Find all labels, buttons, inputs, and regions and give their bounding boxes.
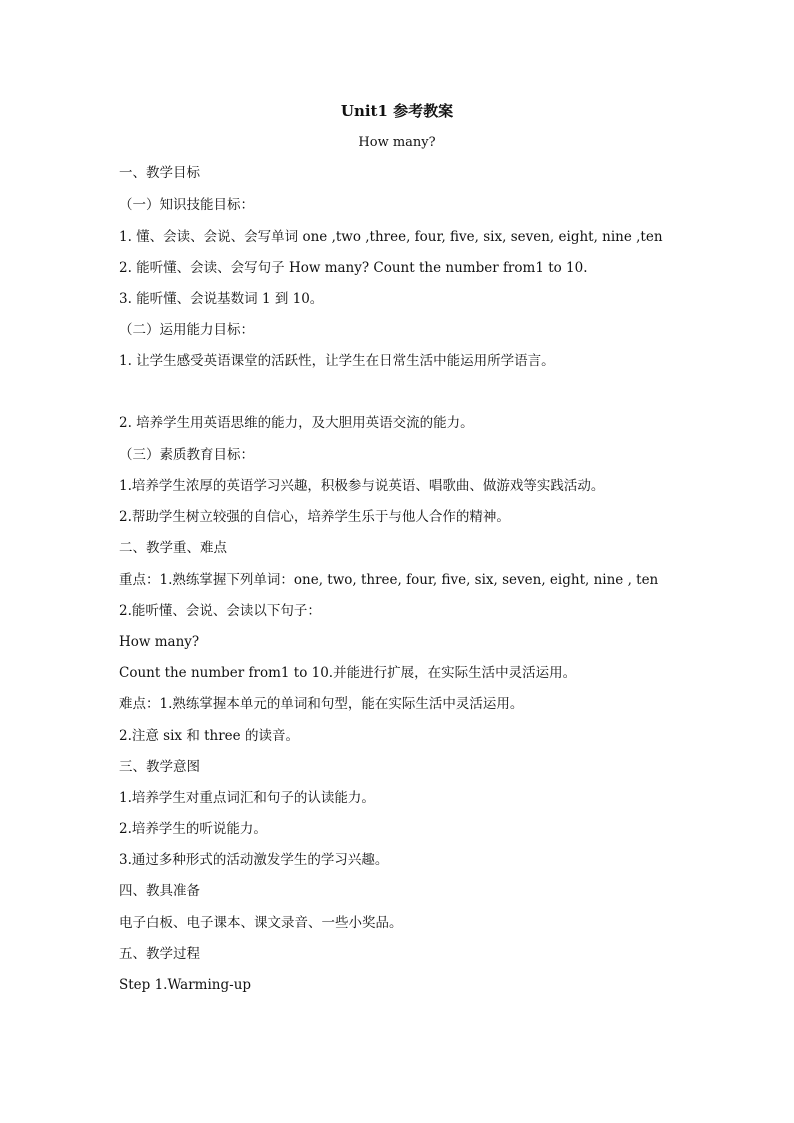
- text-line: 重点：1.熟练掌握下列单词：one, two, three, four, five, six, seven, eight, nine , ten: [119, 572, 659, 588]
- document-title: Unit1 参考教案: [340, 102, 454, 120]
- section-heading: 一、教学目标: [119, 165, 200, 181]
- section-heading: 三、教学意图: [119, 759, 200, 775]
- text-line: 1.培养学生对重点词汇和句子的认读能力。: [119, 790, 375, 806]
- subsection-heading: （三）素质教育目标：: [119, 447, 254, 463]
- text-line: 3.通过多种形式的活动激发学生的学习兴趣。: [119, 852, 389, 868]
- text-line: Count the number from1 to 10.并能进行扩展，在实际生活中灵活运用。: [119, 665, 577, 681]
- text-line: How many?: [119, 634, 200, 650]
- section-heading: 二、教学重、难点: [119, 540, 227, 556]
- text-line: 难点：1.熟练掌握本单元的单词和句型，能在实际生活中灵活运用。: [119, 696, 524, 712]
- text-line: 2. 培养学生用英语思维的能力，及大胆用英语交流的能力。: [119, 415, 474, 431]
- text-line: 2.培养学生的听说能力。: [119, 821, 267, 837]
- document-subtitle: How many?: [358, 135, 436, 150]
- text-line: 2. 能听懂、会读、会写句子 How many? Count the number from1 to 10.: [119, 260, 588, 276]
- text-line: 2.能听懂、会说、会读以下句子：: [119, 603, 321, 619]
- text-line: 1.培养学生浓厚的英语学习兴趣，积极参与说英语、唱歌曲、做游戏等实践活动。: [119, 478, 605, 494]
- subsection-heading: （一）知识技能目标：: [119, 197, 254, 213]
- subsection-heading: （二）运用能力目标：: [119, 322, 254, 338]
- text-line: Step 1.Warming-up: [119, 977, 252, 993]
- text-line: 3. 能听懂、会说基数词 1 到 10。: [119, 291, 324, 307]
- text-line: 1. 让学生感受英语课堂的活跃性，让学生在日常生活中能运用所学语言。: [119, 353, 555, 369]
- text-line: 1. 懂、会读、会说、会写单词 one ,two ,three, four, five, six, seven, eight, nine ,ten: [119, 229, 663, 245]
- text-line: 电子白板、电子课本、课文录音、一些小奖品。: [119, 915, 403, 931]
- section-heading: 五、教学过程: [119, 946, 200, 962]
- text-line: 2.注意 six 和 three 的读音。: [119, 728, 299, 744]
- text-line: 2.帮助学生树立较强的自信心，培养学生乐于与他人合作的精神。: [119, 509, 510, 525]
- section-heading: 四、教具准备: [119, 883, 200, 899]
